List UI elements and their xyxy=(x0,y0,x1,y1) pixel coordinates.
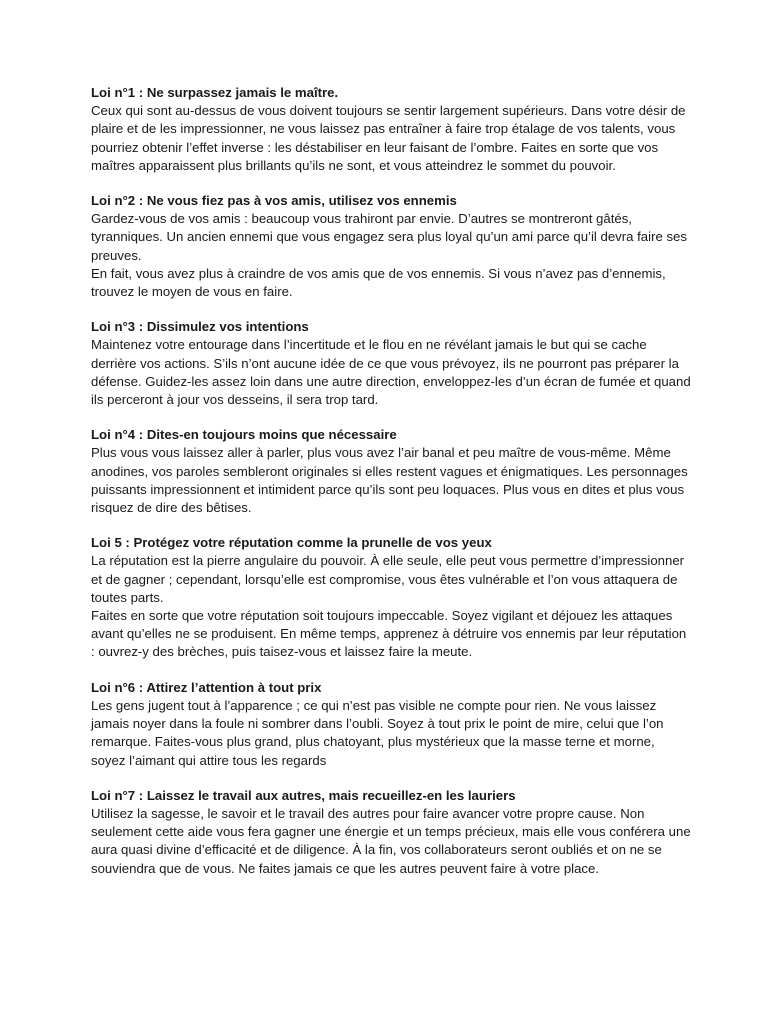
law-paragraph: Faites en sorte que votre réputation soit toujours impeccable. Soyez vigilant et déjouez les attaques avant qu’elles ne se produisent. En même temps, apprenez à détruire vos ennemis par leur réputation : ouvrez-y des brèches, puis taisez-vous et laissez faire la meute. xyxy=(91,608,687,660)
law-section-7 xyxy=(91,787,691,878)
law-heading: Loi n°2 : Ne vous fiez pas à vos amis, utilisez vos ennemis xyxy=(91,193,457,209)
law-heading: Loi n°1 : Ne surpassez jamais le maître. xyxy=(91,85,339,100)
law-heading: Loi 5 : Protégez votre réputation comme la prunelle de vos yeux xyxy=(91,535,492,551)
law-paragraph: Utilisez la sagesse, le savoir et le travail des autres pour faire avancer votre propre cause. Non seulement cette aide vous fera gagner une énergie et un temps précieux, mais elle vous conférera une aura quasi divine d’efficacité et de diligence. À la fin, vos collaborateurs seront oubliés et on ne se souviendra que de vous. Ne faites jamais ce que les autres peuvent faire à votre place. xyxy=(91,805,691,876)
law-paragraph: Ceux qui sont au-dessus de vous doivent toujours se sentir largement supérieurs. Dans votre désir de plaire et de les impressionner, ne vous laissez pas entraîner à faire trop étalage de vos talents, vous pourriez obtenir l’effet inverse : les déstabiliser en leur faisant de l’ombre. Faites en sorte que vos maîtres apparaissent plus brillants qu’ils ne sont, et vous atteindrez le sommet du pouvoir. xyxy=(91,103,686,173)
law-heading: Loi n°4 : Dites-en toujours moins que nécessaire xyxy=(91,427,397,443)
law-heading: Loi n°7 : Laissez le travail aux autres, mais recueillez-en les lauriers xyxy=(91,787,516,803)
document-page xyxy=(91,84,691,895)
law-paragraph: La réputation est la pierre angulaire du pouvoir. À elle seule, elle peut vous permettre d’impressionner et de gagner ; cependant, lorsqu’elle est compromise, vous êtes vulnérable et l’on vous attaquera de toutes parts. xyxy=(91,553,685,605)
law-paragraph: Maintenez votre entourage dans l’incertitude et le flou en ne révélant jamais le but qui se cache derrière vos actions. S’ils n’ont aucune idée de ce que vous prévoyez, ils ne pourront pas préparer la défense. Guidez-les assez loin dans une autre direction, enveloppez-les d’un écran de fumée et quand ils perceront à jour vos desseins, il sera trop tard. xyxy=(91,337,691,408)
law-section-3 xyxy=(91,318,691,409)
law-section-4 xyxy=(91,426,691,517)
law-paragraph: Les gens jugent tout à l’apparence ; ce qui n’est pas visible ne compte pour rien. Ne vous laissez jamais noyer dans la foule ni sombrer dans l’oubli. Soyez à tout prix le point de mire, celui que l’on remarque. Faites-vous plus grand, plus chatoyant, plus mystérieux que la masse terne et morne, soyez l’aimant qui attire tous les regards xyxy=(91,697,664,768)
law-paragraph: En fait, vous avez plus à craindre de vos amis que de vos ennemis. Si vous n’avez pas d’ennemis, trouvez le moyen de vous en faire. xyxy=(91,265,666,300)
law-section-2 xyxy=(91,192,691,301)
law-section-1 xyxy=(91,84,691,175)
law-section-6 xyxy=(91,679,691,770)
law-heading: Loi n°3 : Dissimulez vos intentions xyxy=(91,319,309,335)
law-paragraph: Plus vous vous laissez aller à parler, plus vous avez l’air banal et peu maître de vous-même. Même anodines, vos paroles sembleront originales si elles restent vagues et énigmatiques. Les personnages puissants impressionnent et intimident parce qu’ils sont peu loquaces. Plus vous en dites et plus vous risquez de dire des bêtises. xyxy=(91,445,688,516)
law-heading: Loi n°6 : Attirez l’attention à tout prix xyxy=(91,679,322,695)
law-paragraph: Gardez-vous de vos amis : beaucoup vous trahiront par envie. D’autres se montreront gâtés, tyranniques. Un ancien ennemi que vous engagez sera plus loyal qu’un ami parce qu’il devra faire ses preuves. xyxy=(91,211,687,263)
law-section-5 xyxy=(91,534,691,661)
